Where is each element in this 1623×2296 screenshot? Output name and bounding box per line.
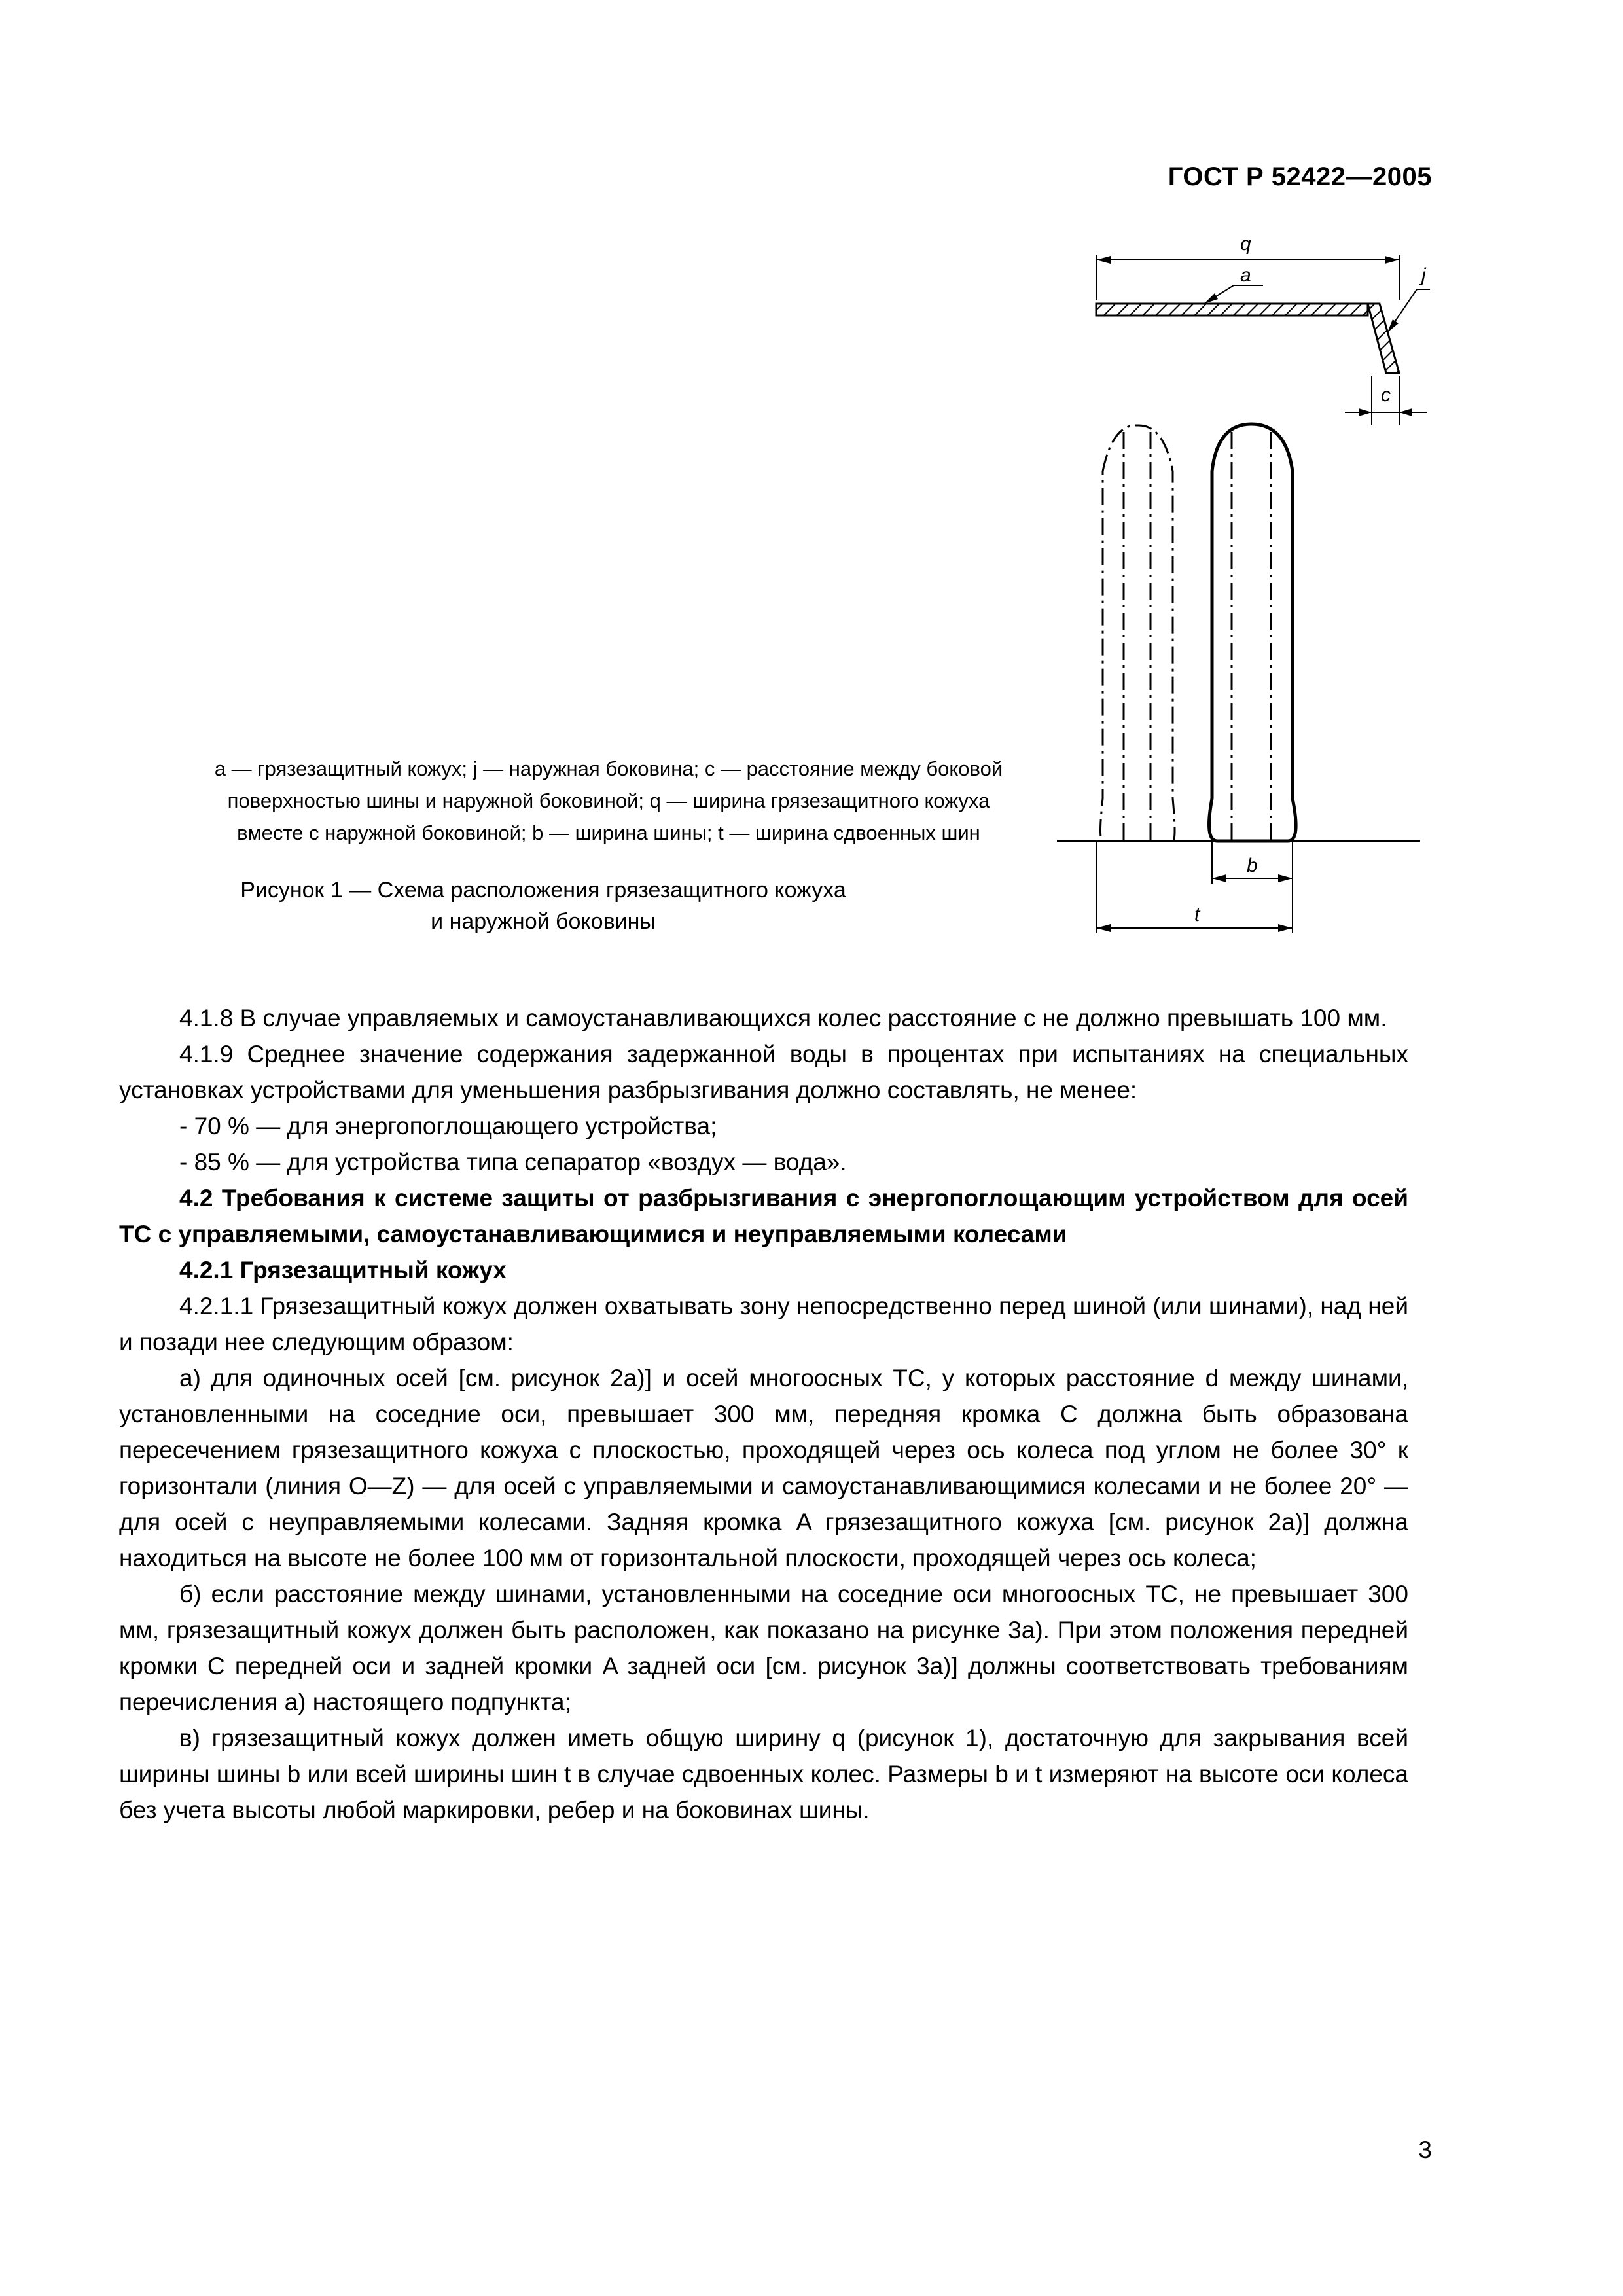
legend-line: поверхностью шины и наружной боковиной; q — ширина грязезащитного кожуха — [227, 789, 990, 812]
label-j: j — [1421, 264, 1426, 286]
body-text — [119, 1000, 1408, 1828]
label-a: a — [1240, 264, 1251, 286]
dimension-b — [1212, 841, 1293, 884]
leader-j — [1387, 264, 1430, 332]
tire-solid — [1209, 424, 1296, 841]
page-number: 3 — [1418, 2136, 1432, 2163]
leader-a — [1204, 264, 1263, 304]
caption-line: и наружной боковины — [431, 909, 656, 934]
list-item: - 70 % — для энергопоглощающего устройства; — [179, 1113, 717, 1139]
legend-line: вместе с наружной боковиной; b — ширина шины; t — ширина сдвоенных шин — [237, 821, 980, 844]
outer-side-plate — [1368, 304, 1399, 373]
label-t: t — [1194, 904, 1200, 925]
figure-legend — [144, 753, 1073, 849]
label-b: b — [1247, 855, 1258, 876]
standard-code: ГОСТ Р 52422—2005 — [1168, 162, 1432, 191]
list-item: - 85 % — для устройства типа сепаратор «воздух — вода». — [179, 1149, 847, 1175]
dimension-t — [1096, 841, 1293, 933]
section-heading-4-2-1: 4.2.1 Грязезащитный кожух — [179, 1257, 507, 1283]
figure-mudguard-scheme — [1021, 216, 1453, 956]
legend-line: a — грязезащитный кожух; j — наружная боковина; c — расстояние между боковой — [214, 757, 1003, 780]
paragraph-4-2-1-1: 4.2.1.1 Грязезащитный кожух должен охватывать зону непосредственно перед шиной (или шинами), над ней и позади нее следующим образом: — [119, 1293, 1408, 1355]
paragraph-4-1-9: 4.1.9 Среднее значение содержания задержанной воды в процентах при испытаниях на специальных установках устройствами для уменьшения разбрызгивания должно составлять, не менее: — [119, 1041, 1408, 1103]
paragraph-4-1-8: 4.1.8 В случае управляемых и самоустанавливающихся колес расстояние c не должно превышать 100 мм. — [179, 1005, 1387, 1031]
label-c: c — [1381, 384, 1391, 406]
caption-line: Рисунок 1 — Схема расположения грязезащитного кожуха — [240, 878, 846, 903]
paragraph-item-b: б) если расстояние между шинами, установленными на соседние оси многоосных ТС, не превышает 300 мм, грязезащитный кожух должен быть расположен, как показано на рисунке 3а). При этом положения передней кромки C передней оси и задней кромки A задней оси [см. рисунок 3а)] должны соответствовать требованиям перечисления а) настоящего подпункта; — [119, 1581, 1408, 1715]
dimension-c — [1345, 376, 1427, 425]
paragraph-item-v: в) грязезащитный кожух должен иметь общую ширину q (рисунок 1), достаточную для закрывания всей ширины шины b или всей ширины шин t в случае сдвоенных колес. Размеры b и t измеряют на высоте оси колеса без учета высоты любой маркировки, ребер и на боковинах шины. — [119, 1725, 1408, 1823]
twin-tire-dashed — [1101, 425, 1175, 841]
figure-caption — [144, 874, 942, 937]
label-q: q — [1240, 233, 1251, 255]
mudguard-plate — [1096, 304, 1368, 315]
section-heading-4-2: 4.2 Требования к системе защиты от разбрызгивания с энергопоглощающим устройством для осей ТС с управляемыми, самоустанавливающимися и неуправляемыми колесами — [119, 1185, 1408, 1247]
paragraph-item-a: а) для одиночных осей [см. рисунок 2а)] и осей многоосных ТС, у которых расстояние d между шинами, установленными на соседние оси, превышает 300 мм, передняя кромка C должна быть образована пересечением грязезащитного кожуха с плоскостью, проходящей через ось колеса под углом не более 30° к горизонтали (линия O—Z) — для осей с управляемыми и самоустанавливающимися колесами и не более 20° — для осей с неуправляемыми колесами. Задняя кромка A грязезащитного кожуха [см. рисунок 2а)] должна находиться на высоте не более 100 мм от горизонтальной плоскости, проходящей через ось колеса; — [119, 1365, 1408, 1571]
